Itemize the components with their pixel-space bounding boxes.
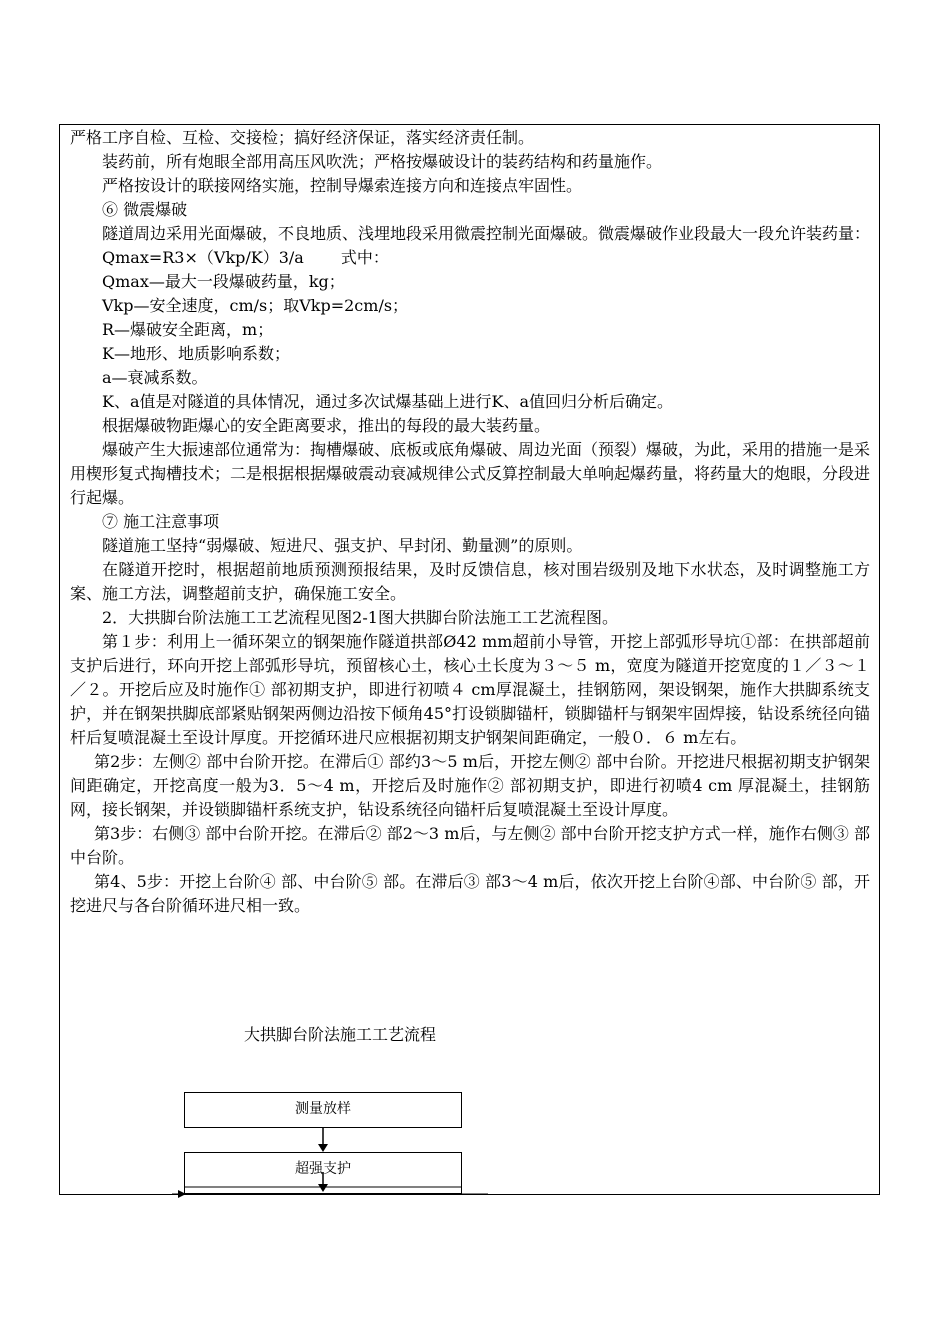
paragraph: 隧道施工坚持“弱爆破、短进尺、强支护、早封闭、勤量测”的原则。 xyxy=(102,536,583,555)
paragraph: K—地形、地质影响系数； xyxy=(102,344,290,363)
paragraph: K、a值是对隧道的具体情况，通过多次试爆基础上进行K、a值回归分析后确定。 xyxy=(102,392,673,411)
paragraph: 严格按设计的联接网络实施，控制导爆索连接方向和连接点牢固性。 xyxy=(102,176,583,195)
paragraph: 第4、5步：开挖上台阶④ 部、中台阶⑤ 部。在滞后③ 部3～4 m后，依次开挖上台阶④部、中台阶⑤ 部，开挖进尺与各台阶循环进尺相一致。 xyxy=(70,872,870,915)
paragraph: Qmax—最大一段爆破药量，kg； xyxy=(102,272,345,291)
paragraph: 2．大拱脚台阶法施工工艺流程见图2-1图大拱脚台阶法施工工艺流程图。 xyxy=(102,608,618,627)
paragraph: 第3步：右侧③ 部中台阶开挖。在滞后② 部2～3 m后，与左侧② 部中台阶开挖支护方式一样，施作右侧③ 部中台阶。 xyxy=(70,824,870,867)
flowchart-step-survey: 测量放样 xyxy=(184,1092,462,1128)
paragraph: 隧道周边采用光面爆破，不良地质、浅埋地段采用微震控制光面爆破。微震爆破作业段最大一段允许装药量： xyxy=(102,224,871,243)
paragraph: 第１步：利用上一循环架立的钢架施作隧道拱部Ø42 mm超前小导管，开挖上部弧形导坑①部：在拱部超前支护后进行，环向开挖上部弧形导坑，预留核心土，核心土长度为３～５ m，宽度为隧道开挖宽度的１／３～１／２。开挖后应及时施作① 部初期支护，即进行初喷４ cm厚混凝土，挂钢筋网，架设钢架，施作大拱脚系统支护，并在钢架拱脚底部紧贴钢架两侧边沿按下倾角45°打设锁脚锚杆，锁脚锚杆与钢架牢固焊接，钻设系统径向锚杆后复喷混凝土至设计厚度。开挖循环进尺应根据初期支护钢架间距确定，一般０．６ m左右。 xyxy=(70,632,870,747)
paragraph: R—爆破安全距离，m； xyxy=(102,320,274,339)
paragraph: a—衰减系数。 xyxy=(102,368,208,387)
paragraph: 根据爆破物距爆心的安全距离要求，推出的每段的最大装药量。 xyxy=(102,416,551,435)
paragraph: Qmax=R3×（Vkp/K）3/a 式中： xyxy=(102,248,389,267)
arrow-down-icon xyxy=(318,1172,328,1192)
paragraph: 在隧道开挖时，根据超前地质预测预报结果，及时反馈信息，核对围岩级别及地下水状态，及时调整施工方案、施工方法，调整超前支护，确保施工安全。 xyxy=(70,560,870,603)
flowchart-step-support: 超强支护 xyxy=(184,1152,462,1194)
arrow-right-icon xyxy=(172,1190,488,1198)
paragraph: 装药前，所有炮眼全部用高压风吹洗；严格按爆破设计的装药结构和药量施作。 xyxy=(102,152,663,171)
paragraph: 严格工序自检、互检、交接检；搞好经济保证，落实经济责任制。 xyxy=(70,128,535,147)
paragraph: ⑥ 微震爆破 xyxy=(102,200,188,219)
flowchart-title: 大拱脚台阶法施工工艺流程 xyxy=(244,1025,437,1044)
paragraph: ⑦ 施工注意事项 xyxy=(102,512,220,531)
paragraph: 第2步：左侧② 部中台阶开挖。在滞后① 部约3～5 m后，开挖左侧② 部中台阶。开挖进尺根据初期支护钢架间距确定，开挖高度一般为3．5～4 m，开挖后及时施作② 部初期支护，即进行初喷4 cm 厚混凝土，挂钢筋网，接长钢架，并设锁脚锚杆系统支护，钻设系统径向锚杆后复喷混凝土至设计厚度。 xyxy=(70,752,870,819)
paragraph: 爆破产生大振速部位通常为：掏槽爆破、底板或底角爆破、周边光面（预裂）爆破，为此，采用的措施一是采用楔形复式掏槽技术；二是根据根据爆破震动衰减规律公式反算控制最大单响起爆药量，将药量大的炮眼，分段进行起爆。 xyxy=(70,440,871,507)
paragraph: Vkp—安全速度，cm/s；取Vkp=2cm/s； xyxy=(102,296,409,315)
arrow-down-icon xyxy=(318,1128,328,1152)
